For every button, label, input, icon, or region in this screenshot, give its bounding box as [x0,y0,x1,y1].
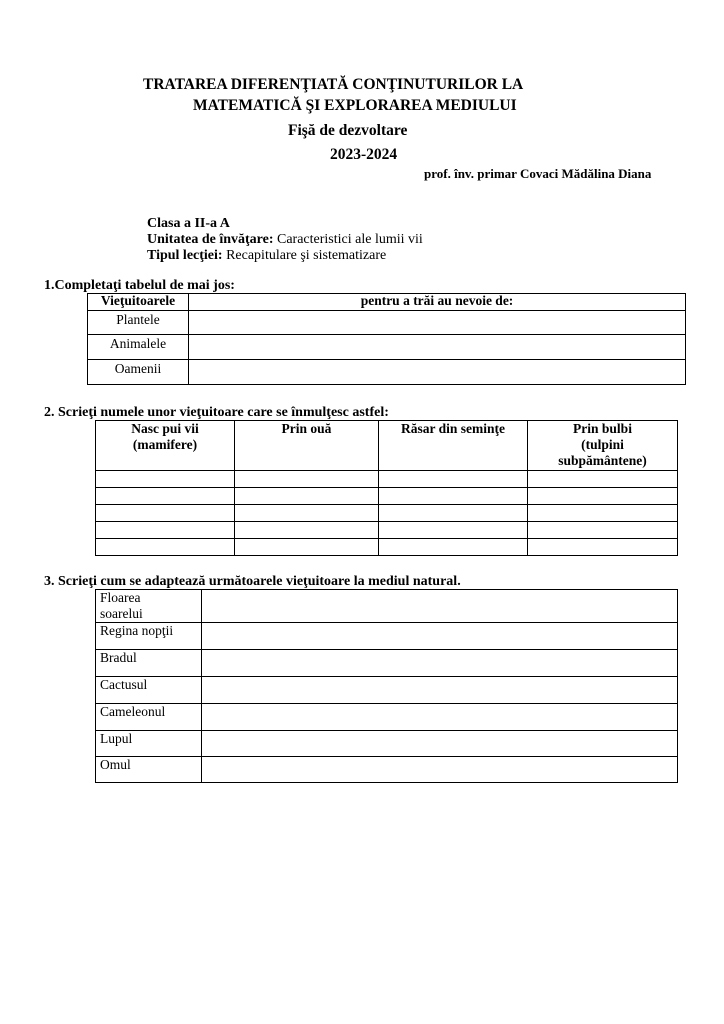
q2-cell[interactable] [528,539,678,556]
q1-row-label: Oamenii [88,360,189,385]
q2-header-eggs: Prin ouă [235,421,379,471]
table-row [96,590,678,623]
table-row [96,505,678,522]
table-row [96,650,678,677]
q2-cell[interactable] [379,539,528,556]
q1-row-label: Plantele [88,311,189,335]
table-row [96,677,678,704]
q1-answer-cell[interactable] [189,311,686,335]
q2-cell[interactable] [235,522,379,539]
class-label: Clasa a II-a A [147,216,230,231]
q1-col1-header: Vieţuitoarele [88,294,189,311]
q2-header-seeds: Răsar din seminţe [379,421,528,471]
q1-col2-header: pentru a trăi au nevoie de: [189,294,686,311]
lesson-line [147,248,386,264]
q2-cell[interactable] [379,522,528,539]
q2-cell[interactable] [235,505,379,522]
q2-cell[interactable] [528,505,678,522]
q3-row-label: Bradul [96,650,202,677]
table-row [88,311,686,335]
q3-prompt: 3. Scrieţi cum se adaptează următoarele vieţuitoare la mediul natural. [44,574,461,589]
q3-row-label: Regina nopţii [96,623,202,650]
q1-table [87,293,686,385]
q3-row-label: Cactusul [96,677,202,704]
q3-table [95,589,678,783]
lesson-value: Recapitulare şi sistematizare [222,248,387,263]
q2-cell[interactable] [96,471,235,488]
q1-row-label: Animalele [88,335,189,360]
q2-cell[interactable] [235,471,379,488]
q3-answer-cell[interactable] [202,731,678,757]
q3-row-label: Omul [96,757,202,783]
q2-cell[interactable] [235,488,379,505]
q2-prompt: 2. Scrieţi numele unor vieţuitoare care se înmulţesc astfel: [44,405,389,420]
unit-line [147,232,423,248]
q3-row-label: Floarea soarelui [96,590,202,623]
title-line-2-text: MATEMATICĂ ŞI EXPLORAREA MEDIULUI [193,97,517,114]
q2-cell[interactable] [379,471,528,488]
table-row [96,731,678,757]
q2-header-row [96,421,678,471]
table-row [96,471,678,488]
q3-answer-cell[interactable] [202,677,678,704]
q2-cell[interactable] [528,488,678,505]
q1-answer-cell[interactable] [189,335,686,360]
q3-answer-cell[interactable] [202,704,678,731]
table-row [96,704,678,731]
q2-cell[interactable] [235,539,379,556]
q3-answer-cell[interactable] [202,650,678,677]
table-row [96,623,678,650]
unit-value: Caracteristici ale lumii vii [273,232,423,247]
q3-answer-cell[interactable] [202,623,678,650]
q2-cell[interactable] [379,505,528,522]
q2-table [95,420,678,556]
q2-header-live-birth: Nasc pui vii (mamifere) [96,421,235,471]
q2-header-bulbs: Prin bulbi (tulpini subpământene) [528,421,678,471]
q3-row-label: Cameleonul [96,704,202,731]
q1-header-row [88,294,686,311]
q2-cell[interactable] [528,471,678,488]
q3-row-label: Lupul [96,731,202,757]
table-row [88,335,686,360]
q2-cell[interactable] [96,539,235,556]
title-line-1-text: TRATAREA DIFERENŢIATĂ CONŢINUTURILOR LA [143,76,524,93]
q2-cell[interactable] [528,522,678,539]
year-text: 2023-2024 [330,146,398,163]
subtitle-text: Fişă de dezvoltare [288,122,408,139]
q2-cell[interactable] [96,488,235,505]
q3-answer-cell[interactable] [202,590,678,623]
q1-prompt: 1.Completaţi tabelul de mai jos: [44,278,235,293]
table-row [88,360,686,385]
lesson-label: Tipul lecţiei: [147,248,223,263]
q1-answer-cell[interactable] [189,360,686,385]
q2-cell[interactable] [379,488,528,505]
table-row [96,539,678,556]
q2-cell[interactable] [96,505,235,522]
table-row [96,757,678,783]
author: prof. înv. primar Covaci Mădălina Diana [424,166,652,181]
table-row [96,522,678,539]
q3-answer-cell[interactable] [202,757,678,783]
unit-label: Unitatea de învăţare: [147,232,274,247]
q2-cell[interactable] [96,522,235,539]
table-row [96,488,678,505]
